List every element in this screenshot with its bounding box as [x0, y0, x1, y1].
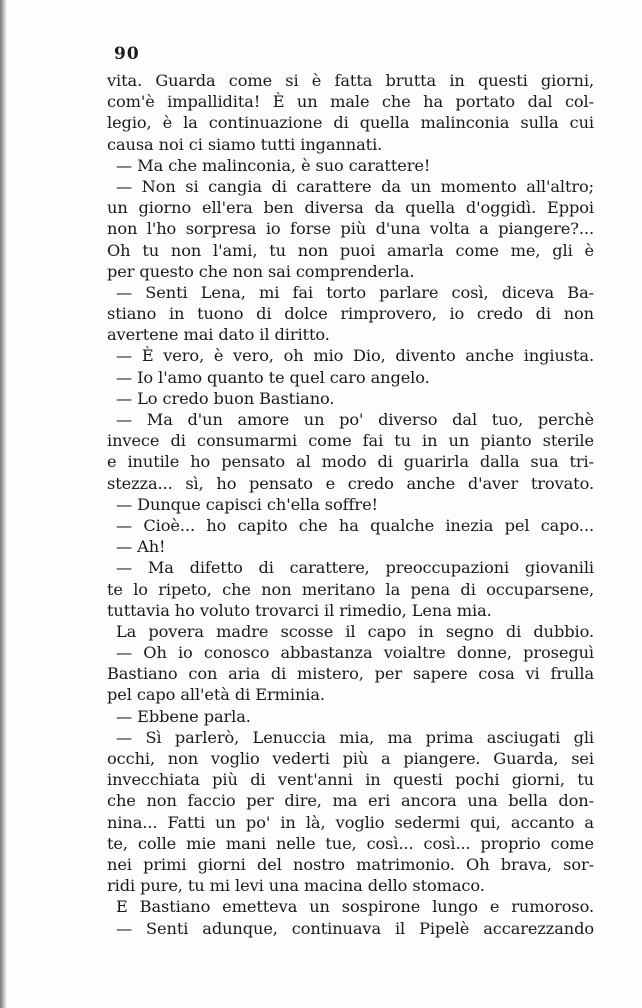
text-line: — Ebbene parla. — [116, 706, 251, 726]
text-line: E Bastiano emetteva un sospirone lungo e rumoroso. — [116, 897, 594, 917]
text-line: — È vero, è vero, oh mio Dio, divento anche ingiusta. — [116, 346, 594, 366]
text-line: nei primi giorni del nostro matrimonio. Oh brava, sor- — [107, 854, 594, 874]
text-line: — Sì parlerò, Lenuccia mia, ma prima asciugati gli — [116, 727, 594, 747]
text-line: ridi pure, tu mi levi una macina dello stomaco. — [107, 876, 485, 896]
text-line: occhi, non voglio vederti più a piangere. Guarda, sei — [107, 749, 594, 768]
text-line: vita. Guarda come si è fatta brutta in questi giorni, — [107, 71, 594, 90]
page-binding-edge — [0, 0, 7, 1008]
text-line: invece di consumarmi come fai tu in un pianto sterile — [107, 431, 594, 451]
text-line: per questo che non sai comprenderla. — [107, 261, 415, 281]
text-line: Oh tu non l'ami, tu non puoi amarla come me, gli è — [107, 240, 594, 260]
text-line: avertene mai dato il diritto. — [107, 325, 330, 345]
text-line: com'è impallidita! È un male che ha portato dal col- — [107, 92, 594, 112]
text-line: legio, è la continuazione di quella malinconia sulla cui — [107, 113, 594, 133]
text-line: — Senti adunque, continuava il Pipelè accarezzando — [116, 918, 594, 938]
text-line: — Non si cangia di carattere da un momento all'altro; — [116, 176, 594, 196]
text-line: Bastiano con aria di mistero, per sapere cosa vi frulla — [107, 664, 594, 684]
text-line: nina... Fatti un po' in là, voglio sedermi qui, accanto a — [107, 812, 594, 832]
text-line: invecchiata più di vent'anni in questi pochi giorni, tu — [107, 770, 594, 790]
text-line: — Senti Lena, mi fai torto parlare così, diceva Ba- — [116, 282, 594, 302]
text-line: te lo ripeto, che non meritano la pena di occuparsene, — [107, 579, 594, 599]
page-number: 90 — [114, 44, 140, 64]
text-line: — Io l'amo quanto te quel caro angelo. — [116, 367, 430, 387]
text-line: te, colle mie mani nelle tue, così... così... proprio come — [107, 833, 594, 853]
text-line: e inutile ho pensato al modo di guarirla dalla sua tri- — [107, 452, 594, 472]
text-line: — Ma che malinconia, è suo carattere! — [116, 155, 431, 175]
body-text — [107, 70, 594, 939]
text-line: pel capo all'età di Erminia. — [107, 685, 325, 705]
text-line: — Ah! — [116, 537, 166, 557]
text-line: — Oh io conosco abbastanza voialtre donne, proseguì — [116, 643, 594, 663]
text-line: un giorno ell'era ben diversa da quella d'oggidì. Eppoi — [107, 198, 594, 218]
text-line: — Ma d'un amore un po' diverso dal tuo, perchè — [116, 410, 594, 429]
text-line: che non faccio per dire, ma eri ancora una bella don- — [107, 791, 594, 811]
text-line: — Ma difetto di carattere, preoccupazioni giovanili — [116, 558, 594, 578]
text-line: stiano in tuono di dolce rimprovero, io credo di non — [107, 304, 594, 324]
text-line: — Cioè... ho capito che ha qualche inezia pel capo... — [116, 515, 594, 535]
text-line: stezza... sì, ho pensato e credo anche d'aver trovato. — [107, 473, 594, 493]
text-line: non l'ho sorpresa io forse più d'una volta a piangere?... — [107, 219, 594, 239]
text-line: — Dunque capisci ch'ella soffre! — [116, 494, 378, 514]
text-line: tuttavia ho voluto trovarci il rimedio, Lena mia. — [107, 600, 492, 620]
text-line: La povera madre scosse il capo in segno di dubbio. — [116, 621, 594, 641]
text-line: causa noi ci siamo tutti ingannati. — [107, 134, 383, 154]
text-line: — Lo credo buon Bastiano. — [116, 388, 335, 408]
